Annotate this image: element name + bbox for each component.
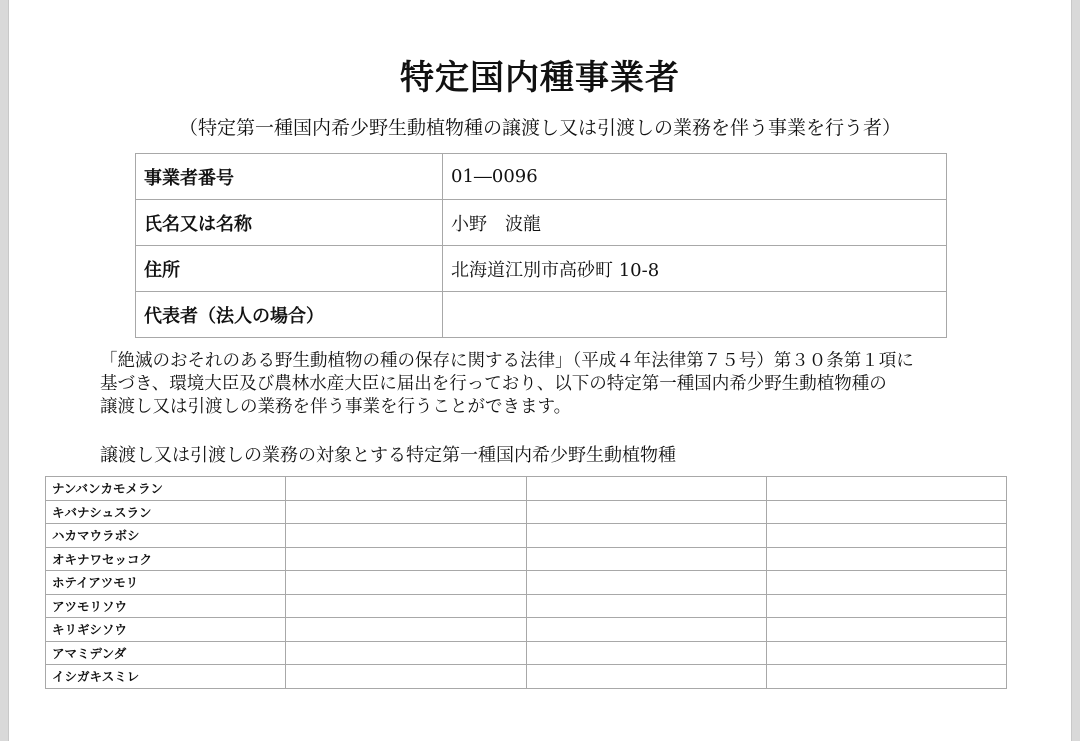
representative-value <box>443 292 947 338</box>
empty-cell <box>286 547 526 571</box>
empty-cell <box>766 641 1006 665</box>
table-row <box>46 524 1007 548</box>
empty-cell <box>526 571 766 595</box>
species-name: オキナワセッコク <box>46 547 286 571</box>
empty-cell <box>286 571 526 595</box>
empty-cell <box>766 547 1006 571</box>
legal-statement <box>100 350 1000 419</box>
empty-cell <box>286 641 526 665</box>
empty-cell <box>286 594 526 618</box>
representative-label: 代表者（法人の場合） <box>136 292 443 338</box>
empty-cell <box>526 641 766 665</box>
info-row-representative <box>136 292 947 338</box>
table-row <box>46 665 1007 689</box>
empty-cell <box>766 571 1006 595</box>
empty-cell <box>526 524 766 548</box>
species-name: アマミデンダ <box>46 641 286 665</box>
empty-cell <box>526 618 766 642</box>
species-name: イシガキスミレ <box>46 665 286 689</box>
table-row <box>46 547 1007 571</box>
name-value: 小野 波龍 <box>443 200 947 246</box>
document-title: 特定国内種事業者 <box>400 58 680 98</box>
empty-cell <box>766 500 1006 524</box>
legal-statement-line: 「絶滅のおそれのある野生動植物の種の保存に関する法律」（平成４年法律第７５号）第３０条第１項に <box>100 351 914 371</box>
table-row <box>46 500 1007 524</box>
empty-cell <box>526 594 766 618</box>
info-row-address <box>136 246 947 292</box>
empty-cell <box>286 524 526 548</box>
table-row <box>46 477 1007 501</box>
empty-cell <box>766 524 1006 548</box>
address-value: 北海道江別市高砂町 10-8 <box>443 246 947 292</box>
empty-cell <box>286 477 526 501</box>
empty-cell <box>526 500 766 524</box>
species-name: アツモリソウ <box>46 594 286 618</box>
species-name: ホテイアツモリ <box>46 571 286 595</box>
info-row-name <box>136 200 947 246</box>
name-label: 氏名又は名称 <box>136 200 443 246</box>
empty-cell <box>766 477 1006 501</box>
species-name: ナンバンカモメラン <box>46 477 286 501</box>
empty-cell <box>526 477 766 501</box>
empty-cell <box>286 618 526 642</box>
empty-cell <box>526 547 766 571</box>
species-table <box>45 476 1007 689</box>
business-number-label: 事業者番号 <box>136 154 443 200</box>
document-page <box>8 0 1072 741</box>
table-row <box>46 641 1007 665</box>
registration-info-table <box>135 153 947 338</box>
species-name: キリギシソウ <box>46 618 286 642</box>
empty-cell <box>286 665 526 689</box>
document-subtitle: （特定第一種国内希少野生動植物種の譲渡し又は引渡しの業務を伴う事業を行う者） <box>178 117 901 139</box>
info-row-business-number <box>136 154 947 200</box>
empty-cell <box>286 500 526 524</box>
address-label: 住所 <box>136 246 443 292</box>
empty-cell <box>766 665 1006 689</box>
species-name: キバナシュスラン <box>46 500 286 524</box>
species-name: ハカマウラボシ <box>46 524 286 548</box>
empty-cell <box>766 594 1006 618</box>
empty-cell <box>526 665 766 689</box>
table-row <box>46 594 1007 618</box>
legal-statement-line: 基づき、環境大臣及び農林水産大臣に届出を行っており、以下の特定第一種国内希少野生動植物種の <box>100 374 887 394</box>
legal-statement-line: 譲渡し又は引渡しの業務を伴う事業を行うことができます。 <box>100 397 572 417</box>
table-row <box>46 571 1007 595</box>
empty-cell <box>766 618 1006 642</box>
business-number-value: 01―0096 <box>443 154 947 200</box>
table-row <box>46 618 1007 642</box>
species-list-heading: 譲渡し又は引渡しの業務の対象とする特定第一種国内希少野生動植物種 <box>100 445 676 466</box>
